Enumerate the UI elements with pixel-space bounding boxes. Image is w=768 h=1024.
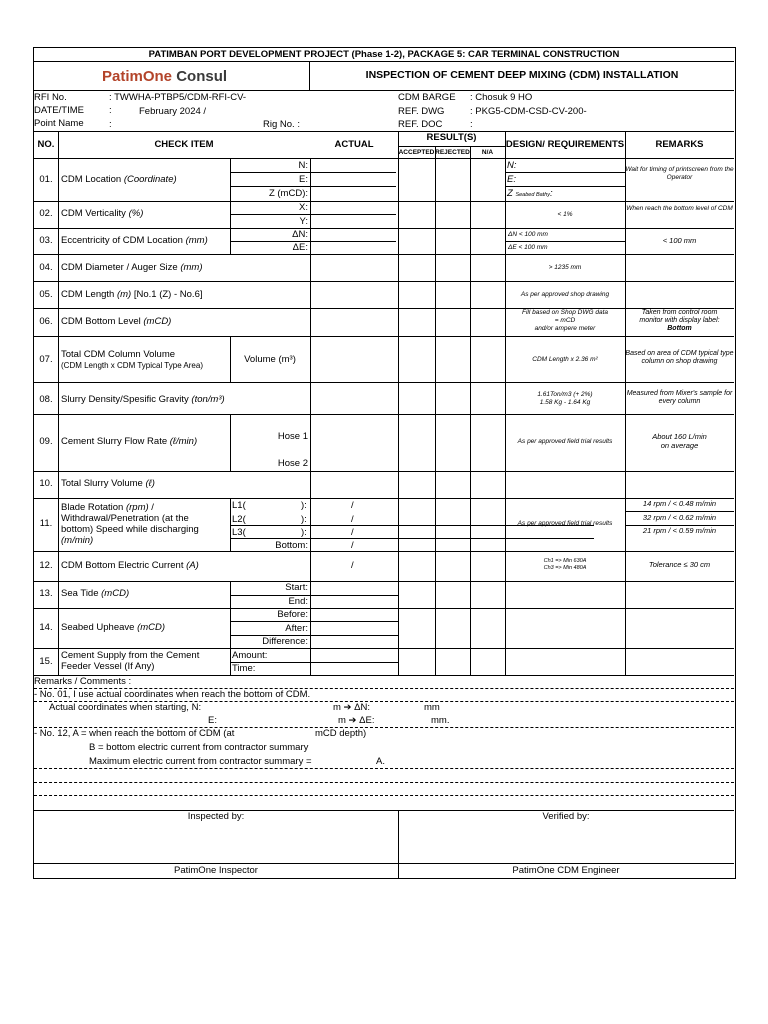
comments-title: Remarks / Comments : bbox=[34, 676, 132, 687]
start-label: Start: bbox=[285, 582, 308, 593]
comment-line-1: - No. 01, I use actual coordinates when reach the bottom of CDM. bbox=[34, 689, 311, 700]
row-no: 11. bbox=[39, 518, 53, 529]
row-label-3: bottom) Speed while discharging bbox=[61, 524, 199, 535]
design-line-1: 1.61Ton/m3 (+ 2%) bbox=[537, 391, 593, 398]
sub-de-label: ΔE: bbox=[292, 242, 308, 253]
row-label-1: Blade Rotation (rpm) / bbox=[61, 502, 154, 513]
remark: Based on area of CDM typical type column on shop drawing bbox=[625, 350, 734, 365]
row-label: Slurry Density/Spesific Gravity (ton/m³) bbox=[61, 394, 225, 405]
remark: Wait for timing of printscreen from the Operator bbox=[625, 166, 734, 181]
design: As per approved field trial results bbox=[517, 438, 613, 445]
slash: / bbox=[351, 560, 354, 571]
remark-l3: 21 rpm / < 0.59 m/min bbox=[642, 526, 717, 535]
doc-label: REF. DOC bbox=[398, 119, 443, 130]
volume-label: Volume (m³) bbox=[244, 354, 296, 365]
inspector-name: PatimOne Inspector bbox=[174, 865, 258, 876]
row-label: CDM Bottom Level (mCD) bbox=[61, 316, 172, 327]
comment-line-2a: Actual coordinates when starting, N: bbox=[49, 702, 202, 713]
remark-line-2: on average bbox=[660, 441, 699, 450]
hose2-label: Hose 2 bbox=[277, 458, 308, 469]
row-label: Total Slurry Volume (ℓ) bbox=[61, 478, 155, 489]
dwg-label: REF. DWG bbox=[398, 106, 445, 117]
row-no: 01. bbox=[39, 174, 53, 185]
sub-x-label: X: bbox=[299, 202, 308, 213]
row-label-sub: (CDM Length x CDM Typical Type Area) bbox=[61, 361, 203, 370]
date-value: February 2024 / bbox=[139, 106, 207, 117]
bottom-slash: / bbox=[351, 540, 354, 551]
comment-line-4a: - No. 12, A = when reach the bottom of CDM (at bbox=[34, 728, 235, 739]
barge-label: CDM BARGE bbox=[398, 92, 456, 103]
inspected-by-label: Inspected by: bbox=[187, 811, 245, 822]
row-no: 12. bbox=[39, 560, 53, 571]
remark-line-2: monitor with display label: bbox=[639, 317, 720, 324]
row-label: CDM Length (m) [No.1 (Z) - No.6] bbox=[61, 289, 203, 300]
design-z: Z Seabed Bathy: bbox=[507, 188, 553, 199]
row-no: 08. bbox=[39, 394, 53, 405]
project-title: PATIMBAN PORT DEVELOPMENT PROJECT (Phase 1-2), PACKAGE 5: CAR TERMINAL CONSTRUCTION bbox=[148, 49, 620, 60]
remark: Tolerance ≤ 30 cm bbox=[648, 560, 711, 569]
row-label: Eccentricity of CDM Location (mm) bbox=[61, 235, 208, 246]
row-no: 13. bbox=[39, 588, 53, 599]
logo-suffix: Consul bbox=[176, 68, 228, 85]
comment-line-2c: mm bbox=[424, 702, 440, 713]
design: > 1235 mm bbox=[548, 264, 582, 271]
logo-brand: PatimOne bbox=[102, 68, 173, 85]
inspection-form bbox=[33, 47, 736, 879]
comment-line-2b: m ➔ ΔN: bbox=[333, 702, 370, 713]
design-line-2: Ch3 => Min 480A bbox=[543, 565, 587, 571]
design-line-2: = mCD bbox=[554, 317, 576, 324]
design: < 1% bbox=[557, 211, 573, 218]
design-e: ΔE < 100 mm bbox=[508, 244, 548, 251]
comment-line-3a: E: bbox=[208, 715, 217, 726]
sub-y-label: Y: bbox=[299, 216, 308, 227]
col-no: NO. bbox=[37, 139, 55, 150]
comment-line-6b: A. bbox=[376, 756, 385, 767]
l3-close: ): bbox=[301, 527, 307, 538]
row-no: 15. bbox=[39, 656, 53, 667]
col-rejected: REJECTED bbox=[435, 149, 470, 156]
time-label: Time: bbox=[232, 663, 256, 674]
col-check-item: CHECK ITEM bbox=[154, 139, 214, 150]
after-label: After: bbox=[285, 623, 308, 634]
row-no: 09. bbox=[39, 436, 53, 447]
design: As per approved shop drawing bbox=[520, 291, 610, 298]
l2-label: L2( bbox=[232, 514, 246, 525]
row-label-2: Feeder Vessel (If Any) bbox=[61, 661, 155, 672]
row-no: 05. bbox=[39, 289, 53, 300]
row-no: 04. bbox=[39, 262, 53, 273]
col-accepted: ACCEPTED bbox=[398, 149, 435, 156]
row-no: 07. bbox=[39, 354, 53, 365]
remark-l2: 32 rpm / < 0.62 m/min bbox=[642, 513, 717, 522]
date-label: DATE/TIME bbox=[34, 105, 84, 116]
sub-n-label: N: bbox=[298, 160, 308, 171]
row-no: 14. bbox=[39, 622, 53, 633]
design-line-2: 1.58 Kg - 1.64 Kg bbox=[539, 399, 591, 406]
row-label-unit: (m/min) bbox=[61, 535, 94, 546]
row-no: 03. bbox=[39, 235, 53, 246]
design: CDM Length x 2.36 m² bbox=[532, 356, 598, 363]
col-remarks: REMARKS bbox=[655, 139, 704, 150]
l2-slash: / bbox=[351, 514, 354, 525]
end-label: End: bbox=[288, 596, 308, 607]
sub-z-label: Z (mCD): bbox=[268, 188, 308, 199]
before-label: Before: bbox=[277, 609, 308, 620]
remark-line-1: Taken from control room bbox=[641, 309, 718, 316]
row-label-1: Cement Supply from the Cement bbox=[61, 650, 200, 661]
design-n: ΔN < 100 mm bbox=[508, 231, 548, 238]
col-results: RESULT(S) bbox=[426, 132, 477, 143]
remark: < 100 mm bbox=[662, 236, 697, 245]
design-line-3: and/or ampere meter bbox=[534, 325, 596, 332]
row-label: Seabed Upheave (mCD) bbox=[61, 622, 166, 633]
row-label: CDM Location (Coordinate) bbox=[61, 174, 177, 185]
barge-value: : Chosuk 9 HO bbox=[470, 92, 533, 103]
form-title: INSPECTION OF CEMENT DEEP MIXING (CDM) INSTALLATION bbox=[365, 69, 679, 81]
comment-line-3b: m ➔ ΔE: bbox=[338, 715, 375, 726]
rig-label: Rig No. : bbox=[263, 119, 300, 130]
remark-line-3: Bottom bbox=[667, 325, 692, 332]
remark: When reach the bottom level of CDM bbox=[626, 205, 733, 212]
col-design: DESIGN/ REQUIREMENTS bbox=[505, 139, 625, 150]
engineer-name: PatimOne CDM Engineer bbox=[512, 865, 620, 876]
doc-value: : bbox=[470, 119, 473, 130]
l3-label: L3( bbox=[232, 527, 246, 538]
l3-slash: / bbox=[351, 527, 354, 538]
design-line-1: Fill based on Shop DWG data bbox=[522, 309, 608, 316]
row-label: CDM Bottom Electric Current (A) bbox=[61, 560, 199, 571]
comment-line-6a: Maximum electric current from contractor summary = bbox=[89, 756, 312, 767]
l2-close: ): bbox=[301, 514, 307, 525]
row-no: 10. bbox=[39, 478, 53, 489]
col-actual: ACTUAL bbox=[334, 139, 374, 150]
row-no: 02. bbox=[39, 208, 53, 219]
row-label-2: Withdrawal/Penetration (at the bbox=[61, 513, 189, 524]
row-label: Cement Slurry Flow Rate (ℓ/min) bbox=[61, 436, 198, 447]
point-label: Point Name bbox=[34, 118, 84, 129]
row-label: CDM Verticality (%) bbox=[61, 208, 144, 219]
row-label: Sea Tide (mCD) bbox=[61, 588, 130, 599]
rfi-label: RFI No. bbox=[34, 92, 67, 103]
rfi-value: : TWWHA-PTBP5/CDM-RFI-CV- bbox=[109, 92, 247, 103]
row-label: CDM Diameter / Auger Size (mm) bbox=[61, 262, 203, 273]
sub-e-label: E: bbox=[299, 174, 308, 185]
design: As per approved field trial results bbox=[517, 520, 613, 527]
remark: Measured from Mixer's sample for every column bbox=[626, 390, 733, 405]
comment-line-4b: mCD depth) bbox=[315, 728, 367, 739]
comment-line-3c: mm. bbox=[431, 715, 450, 726]
comment-line-5: B = bottom electric current from contractor summary bbox=[89, 742, 309, 753]
col-na: N/A bbox=[481, 149, 494, 156]
row-label: Total CDM Column Volume bbox=[61, 349, 176, 360]
design-e: E: bbox=[507, 174, 516, 185]
difference-label: Difference: bbox=[262, 636, 308, 647]
bottom-label: Bottom: bbox=[275, 540, 308, 551]
l1-close: ): bbox=[301, 500, 307, 511]
design-n: N: bbox=[507, 160, 517, 171]
remark-l1: 14 rpm / < 0.48 m/min bbox=[642, 499, 717, 508]
point-colon: : bbox=[109, 119, 112, 130]
l1-slash: / bbox=[351, 500, 354, 511]
amount-label: Amount: bbox=[232, 650, 268, 661]
verified-by-label: Verified by: bbox=[542, 811, 590, 822]
sub-dn-label: ΔN: bbox=[292, 229, 308, 240]
dwg-value: : PKG5-CDM-CSD-CV-200- bbox=[470, 106, 587, 117]
hose1-label: Hose 1 bbox=[277, 431, 308, 442]
l1-label: L1( bbox=[232, 500, 246, 511]
company-logo bbox=[102, 68, 227, 85]
row-no: 06. bbox=[39, 316, 53, 327]
remark-line-1: About 160 L/min bbox=[652, 432, 707, 441]
design-line-1: Ch1 => Min 630A bbox=[543, 558, 587, 564]
date-colon: : bbox=[109, 105, 112, 116]
